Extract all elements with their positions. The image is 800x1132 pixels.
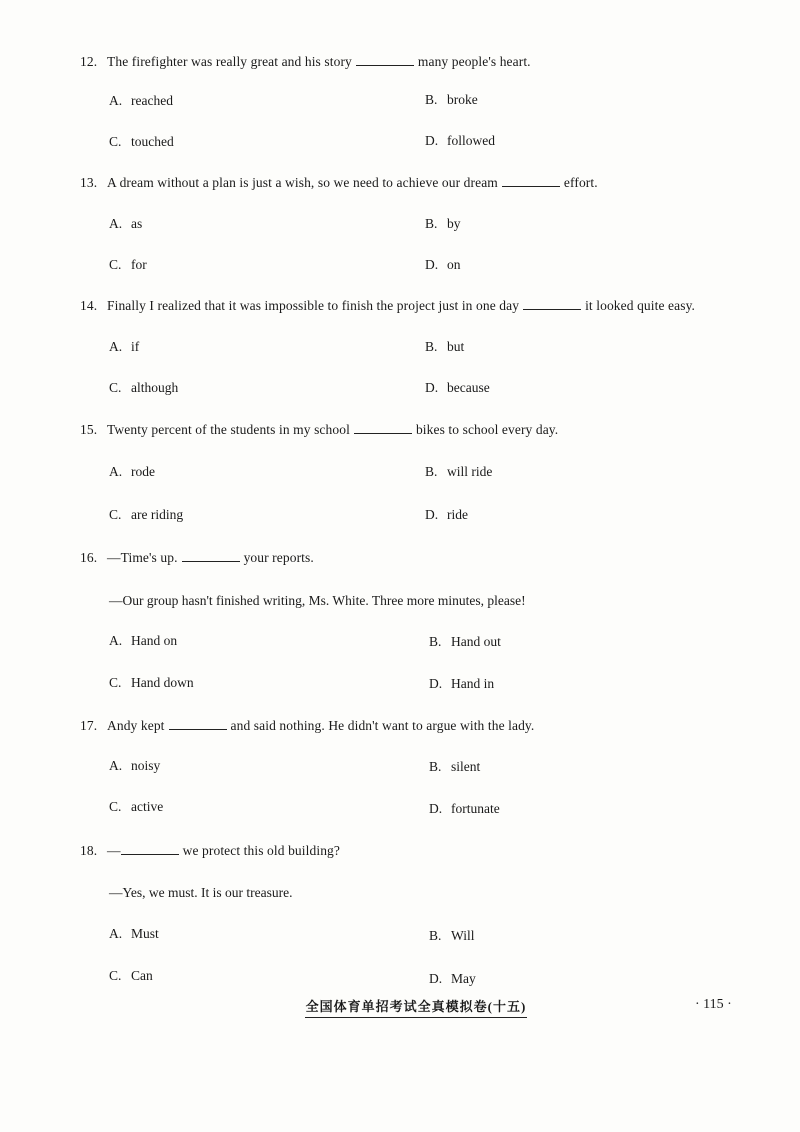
answer-blank <box>121 844 179 855</box>
question-18-option-d: D. May <box>429 971 476 986</box>
question-12-option-d: D. followed <box>425 133 495 148</box>
answer-blank <box>182 551 240 562</box>
question-18-stem: 18. — we protect this old building? <box>80 843 340 858</box>
exam-title-footer: 全国体育单招考试全真模拟卷(十五) <box>305 996 527 1018</box>
question-14-option-b: B. but <box>425 339 465 354</box>
question-14-option-c: C. although <box>109 380 179 395</box>
question-12-stem: 12. The firefighter was really great and his story many people's heart. <box>80 54 531 69</box>
question-15-option-c: C. are riding <box>109 507 184 522</box>
question-13-option-a: A. as <box>109 216 143 231</box>
question-14-stem: 14. Finally I realized that it was impossible to finish the project just in one day it looked quite easy. <box>80 298 696 313</box>
question-17-option-c: C. active <box>109 799 164 814</box>
question-13-option-c: C. for <box>109 257 147 272</box>
question-14-option-d: D. because <box>425 380 490 395</box>
answer-blank <box>502 176 560 187</box>
answer-blank <box>169 719 227 730</box>
question-15-option-b: B. will ride <box>425 464 493 479</box>
question-16-option-c: C. Hand down <box>109 675 194 690</box>
question-17-option-a: A. noisy <box>109 758 161 773</box>
question-17-stem: 17. Andy kept and said nothing. He didn't want to argue with the lady. <box>80 718 535 733</box>
question-12-option-b: B. broke <box>425 92 478 107</box>
question-18-option-c: C. Can <box>109 968 153 983</box>
answer-blank <box>356 55 414 66</box>
answer-blank <box>354 423 412 434</box>
question-16-option-d: D. Hand in <box>429 676 495 691</box>
question-13-stem: 13. A dream without a plan is just a wish, so we need to achieve our dream effort. <box>80 175 598 190</box>
question-12-option-a: A. reached <box>109 93 173 108</box>
question-15-stem: 15. Twenty percent of the students in my school bikes to school every day. <box>80 422 559 437</box>
question-16-reply: —Our group hasn't finished writing, Ms. White. Three more minutes, please! <box>109 593 526 608</box>
question-17-option-b: B. silent <box>429 759 481 774</box>
question-12-option-c: C. touched <box>109 134 174 149</box>
question-18-reply: —Yes, we must. It is our treasure. <box>109 885 293 900</box>
question-18-option-b: B. Will <box>429 928 475 943</box>
question-17-option-d: D. fortunate <box>429 801 500 816</box>
question-16-option-a: A. Hand on <box>109 633 178 648</box>
question-13-option-d: D. on <box>425 257 461 272</box>
question-16-stem: 16. —Time's up. your reports. <box>80 550 314 565</box>
question-13-option-b: B. by <box>425 216 461 231</box>
question-15-option-a: A. rode <box>109 464 155 479</box>
page-number: · 115 · <box>695 997 732 1012</box>
question-16-option-b: B. Hand out <box>429 634 501 649</box>
question-15-option-d: D. ride <box>425 507 468 522</box>
question-14-option-a: A. if <box>109 339 140 354</box>
answer-blank <box>523 299 581 310</box>
question-18-option-a: A. Must <box>109 926 159 941</box>
